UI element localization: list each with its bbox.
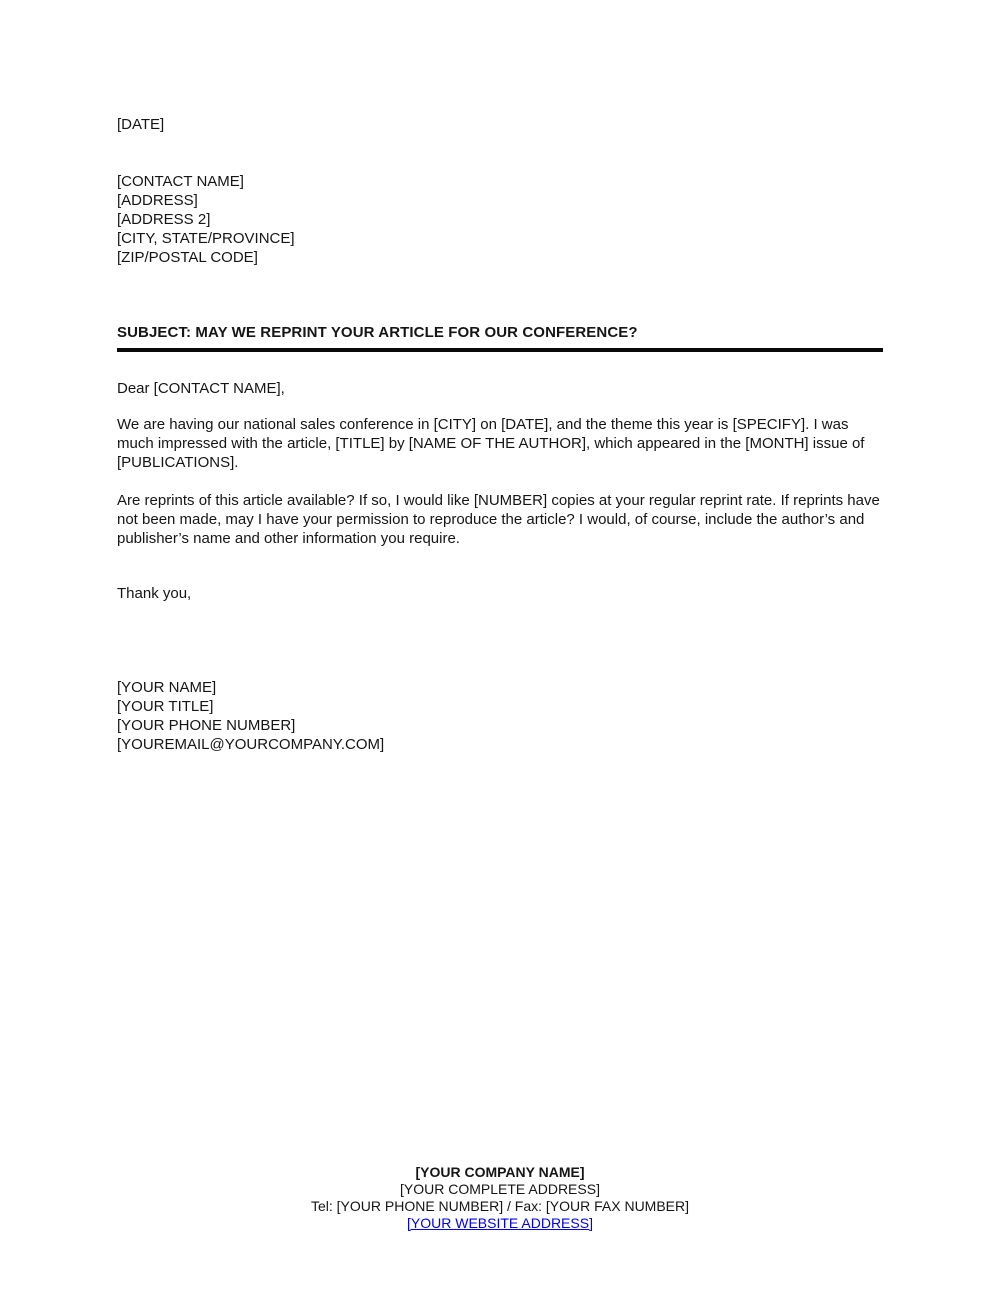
body-paragraph-2: Are reprints of this article available? If so, I would like [NUMBER] copies at your regular reprint rate. If reprints have not been made, may I have your permission to reproduce the article? I would, of course, include the author’s and publisher’s name and other information you require. bbox=[117, 492, 880, 547]
signature-name: [YOUR NAME] bbox=[117, 679, 217, 696]
recipient-address-2: [ADDRESS 2] bbox=[117, 211, 211, 228]
recipient-city-state: [CITY, STATE/PROVINCE] bbox=[117, 230, 295, 247]
footer-website-line bbox=[0, 1215, 1000, 1232]
recipient-contact-name: [CONTACT NAME] bbox=[117, 173, 244, 190]
closing-line: Thank you, bbox=[117, 585, 192, 602]
subject-divider-rule bbox=[117, 348, 883, 352]
recipient-zip-code: [ZIP/POSTAL CODE] bbox=[117, 249, 258, 266]
footer-tel-fax: Tel: [YOUR PHONE NUMBER] / Fax: [YOUR FAX NUMBER] bbox=[310, 1198, 690, 1214]
letter-body bbox=[117, 0, 883, 754]
signature-phone: [YOUR PHONE NUMBER] bbox=[117, 717, 296, 734]
body-paragraph-1: We are having our national sales conference in [CITY] on [DATE], and the theme this year is [SPECIFY]. I was much impressed with the article, [TITLE] by [NAME OF THE AUTHOR], which appeared in the [MONTH] issue of [PUBLICATIONS]. bbox=[117, 416, 865, 471]
footer-company-name: [YOUR COMPANY NAME] bbox=[415, 1164, 585, 1180]
signature-title: [YOUR TITLE] bbox=[117, 698, 214, 715]
letter-footer bbox=[0, 1164, 1000, 1232]
signature-block bbox=[117, 678, 883, 754]
signature-email: [YOUREMAIL@YOURCOMPANY.COM] bbox=[117, 736, 385, 753]
website-link[interactable]: [YOUR WEBSITE ADDRESS] bbox=[407, 1215, 593, 1231]
recipient-address-1: [ADDRESS] bbox=[117, 192, 198, 209]
recipient-address-block bbox=[117, 172, 883, 267]
footer-company-address: [YOUR COMPLETE ADDRESS] bbox=[400, 1181, 600, 1197]
salutation-line: Dear [CONTACT NAME], bbox=[117, 380, 285, 397]
subject-heading: SUBJECT: MAY WE REPRINT YOUR ARTICLE FOR OUR CONFERENCE? bbox=[117, 324, 638, 341]
date-line: [DATE] bbox=[117, 116, 165, 133]
